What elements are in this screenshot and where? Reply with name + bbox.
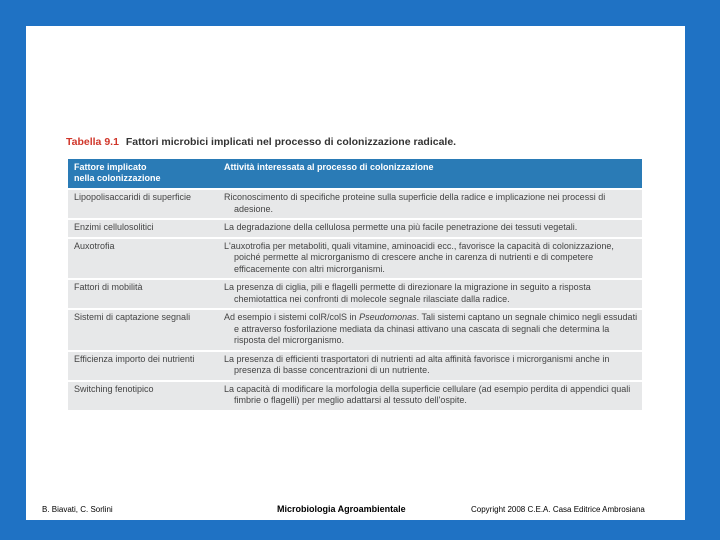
activity-cell bbox=[218, 238, 642, 280]
table-row bbox=[68, 351, 642, 381]
activity-cell bbox=[218, 219, 642, 238]
table-caption bbox=[66, 136, 456, 148]
table-row bbox=[68, 309, 642, 351]
footer-authors: B. Biavati, C. Sorlini bbox=[42, 505, 113, 514]
activity-cell bbox=[218, 189, 642, 219]
activity-text-post: . Tali sistemi captano un segnale chimico negli essudati e attraverso fosforilazione mediata da chinasi attivano una cascata di segnali che determina la risposta del microrganismo. bbox=[234, 312, 638, 345]
activity-text bbox=[224, 312, 638, 347]
header-factor bbox=[68, 159, 218, 189]
activity-cell bbox=[218, 351, 642, 381]
table-row bbox=[68, 279, 642, 309]
activity-text-pre: Ad esempio i sistemi colR/colS in bbox=[224, 312, 360, 322]
factor-cell: Switching fenotipico bbox=[68, 381, 218, 410]
factor-cell: Lipopolisaccaridi di superficie bbox=[68, 189, 218, 219]
footer-copyright: Copyright 2008 C.E.A. Casa Editrice Ambrosiana bbox=[471, 505, 645, 514]
activity-text: Riconoscimento di specifiche proteine sulla superficie della radice e implicazione nei processi di adesione. bbox=[224, 192, 606, 214]
activity-text: La capacità di modificare la morfologia della superficie cellulare (ad esempio perdita di appendici quali fimbrie o flagelli) per meglio adattarsi al tessuto dell'ospite. bbox=[224, 383, 631, 405]
activity-text: L'auxotrofia per metaboliti, quali vitamine, aminoacidi ecc., favorisce la capacità di colonizzazione, poiché permette al microrganismo di crescere anche in carenza di nutrienti e di competere efficacemente con altri microrganismi. bbox=[224, 240, 614, 274]
activity-cell bbox=[218, 279, 642, 309]
factor-cell: Auxotrofia bbox=[68, 238, 218, 280]
table-title: Fattori microbici implicati nel processo di colonizzazione radicale. bbox=[125, 136, 457, 148]
factor-cell: Sistemi di captazione segnali bbox=[68, 309, 218, 351]
activity-cell bbox=[218, 381, 642, 410]
factor-cell: Enzimi cellulosolitici bbox=[68, 219, 218, 238]
factor-cell: Efficienza importo dei nutrienti bbox=[68, 351, 218, 381]
slide-page bbox=[26, 26, 685, 520]
header-factor-label: Fattore implicato nella colonizzazione bbox=[74, 162, 161, 183]
table-header-row bbox=[68, 159, 642, 189]
table-row bbox=[68, 381, 642, 410]
colonization-factors-table bbox=[68, 159, 642, 410]
activity-text: La degradazione della cellulosa permette una più facile penetrazione dei tessuti vegetali. bbox=[224, 222, 578, 232]
activity-text-genus: Pseudomonas bbox=[359, 312, 417, 322]
table-row bbox=[68, 219, 642, 238]
activity-text: La presenza di efficienti trasportatori di nutrienti ad alta affinità favorisce i microrganismi anche in presenza di basse concentrazioni di un nutriente. bbox=[224, 353, 610, 375]
activity-cell bbox=[218, 309, 642, 351]
factor-cell: Fattori di mobilità bbox=[68, 279, 218, 309]
activity-text: La presenza di ciglia, pili e flagelli permette di direzionare la migrazione in seguito a risposta chemiotattica nei confronti di molecole segnale rilasciate dalla radice. bbox=[224, 282, 591, 304]
header-activity bbox=[218, 159, 642, 189]
table-number: Tabella 9.1 bbox=[66, 136, 119, 148]
header-activity-label: Attività interessata al processo di colonizzazione bbox=[224, 162, 434, 172]
table-row bbox=[68, 189, 642, 219]
table-row bbox=[68, 238, 642, 280]
footer-book-title: Microbiologia Agroambientale bbox=[277, 504, 406, 514]
